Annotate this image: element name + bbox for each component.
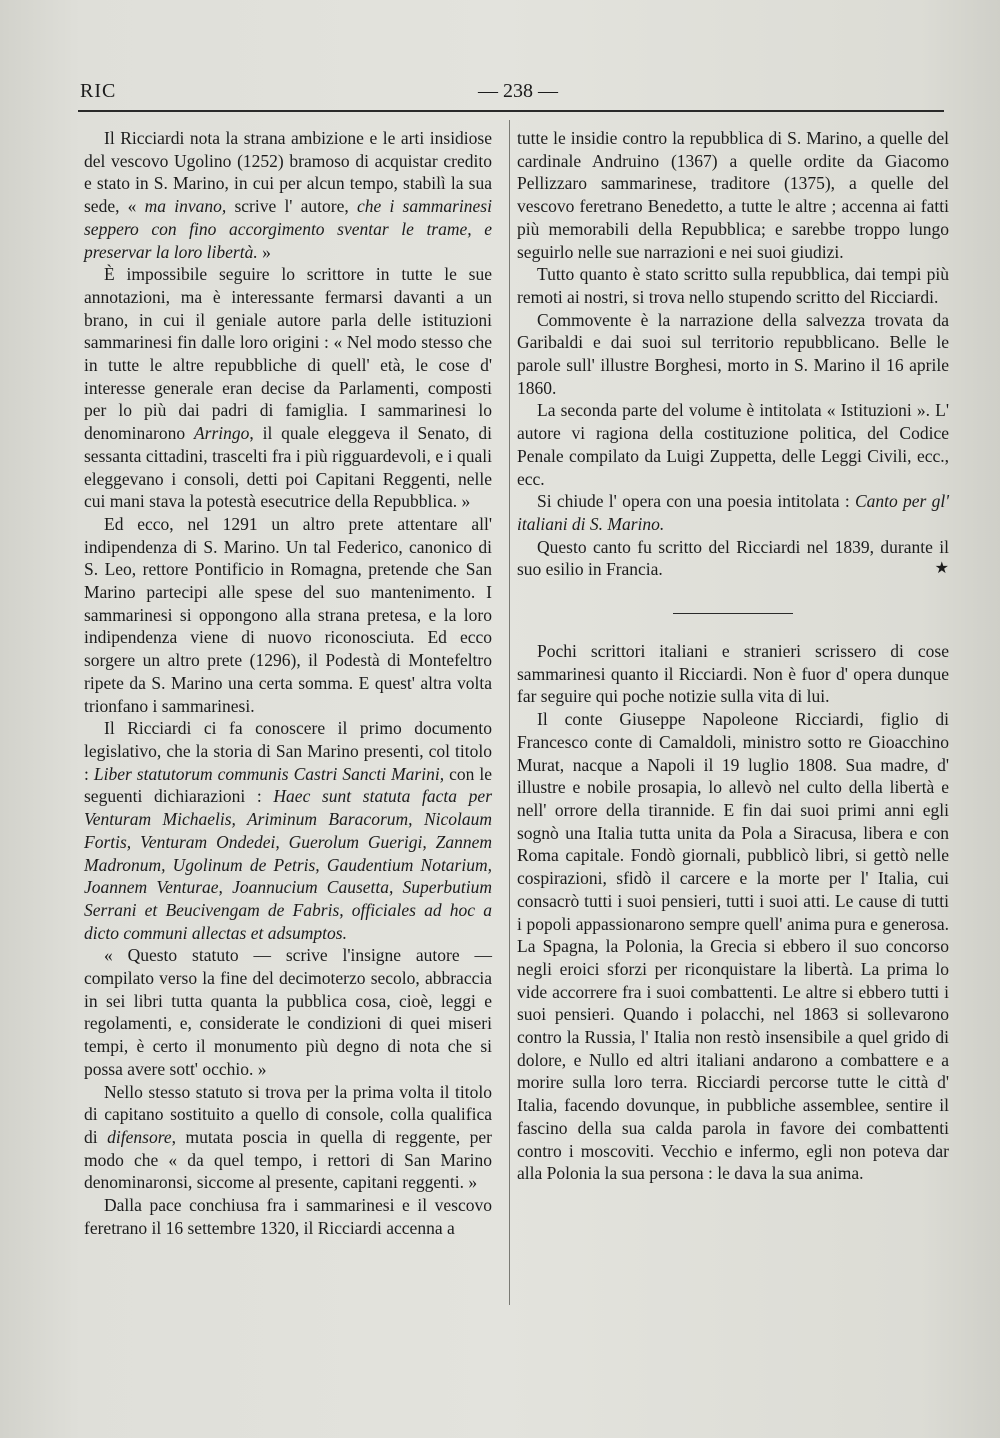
paragraph <box>84 717 492 944</box>
text: Il Ricciardi ci fa conoscere il primo documento legislativo, che la storia di San Marino presenti, col titolo : <box>84 718 492 784</box>
paragraph: Ed ecco, nel 1291 un altro prete attentare all' indipendenza di S. Marino. Un tal Federico, canonico di S. Leo, rettore Pontificio in Romagna, pretende che San Marino partecipi alle spese del suo mantenimento. I sammarinesi si oppongono alla strana pretesa, e la loro indipendenza viene di nuovo riconosciuta. Ed ecco sorgere un altro prete (1296), il Podestà di Montefeltro ripete da S. Marino una certa somma. E quest' altra volta trionfano i sammarinesi. <box>84 513 492 716</box>
text: È impossibile seguire lo scrittore in tutte le sue annotazioni, ma è interessante fermarsi davanti a un brano, in cui il geniale autore parla delle istituzioni sammarinesi fin dalle loro origini : « Nel modo stesso che in tutte le altre repubbliche di quell' età, le cose d' interesse generale eran decise da Parlamenti, composti per lo più dai padri di famiglia. I sammarinesi lo denominarono <box>84 264 492 444</box>
text: » <box>257 241 271 262</box>
running-head: RIC <box>80 80 117 102</box>
italic-text: ma invano, <box>144 196 227 217</box>
star-icon: ★ <box>934 560 949 578</box>
page-header <box>78 78 944 108</box>
paragraph: Tutto quanto è stato scritto sulla repubblica, dai tempi più remoti ai nostri, si trova nello stupendo scritto del Ricciardi. <box>517 264 949 307</box>
italic-text: Canto per gl' italiani di S. Marino. <box>517 491 949 534</box>
paragraph: Il conte Giuseppe Napoleone Ricciardi, figlio di Francesco conte di Camaldoli, ministro sotto re Gioacchino Murat, nacque a Napoli il 19 luglio 1808. Sua madre, d' illustre e nobile prosapia, lo allevò nel culto della libertà e nell' orrore della tirannide. E fin dai suoi primi anni egli sognò una Italia tutta unita da Pola a Siracusa, libera e con Roma capitale. Fondò giornali, pubblicò libri, si gettò nelle cospirazioni, sfidò il carcere e la morte per l' Italia, cui consacrò tutti i suoi pensieri, tutti i suoi atti. Le cause di tutti i popoli appassionarono sempre quell' anima pura e generosa. La Spagna, la Polonia, la Grecia si ebbero il suo concorso negli eroici sforzi per riconquistare la libertà. La prima lo vide accorrere fra i suoi combattenti. Le altre si ebbero tutti i suoi pensieri. Quando i polacchi, nel 1863 si sollevarono contro la Russia, l' Italia non restò insensibile a quel grido di dolore, e Nullo ed altri italiani andarono a combattere e a morire sulla loro terra. Ricciardi percorse tutte le città d' Italia, facendo dovunque, in pubbliche assemblee, sentire il fascino della sua calda parola in favore dei combattenti contro i moscoviti. Vecchio e infermo, egli non poteva dar alla Polonia la sua persona : le dava la sua anima. <box>517 709 949 1184</box>
text: con le seguenti dichiarazioni : <box>84 763 492 807</box>
paragraph: Commovente è la narrazione della salvezza trovata da Garibaldi e dai suoi sul territorio repubblicano. Belle le parole sull' illustre Borghesi, morto in S. Marino il 16 aprile 1860. <box>517 309 949 398</box>
text: Il Ricciardi nota la strana ambizione e le arti insidiose del vescovo Ugolino (1252) bramoso di acquistar credito e stato in S. Marino, in cui per alcun tempo, stabilì la sua sede, « <box>84 128 492 217</box>
paragraph: Pochi scrittori italiani e stranieri scrissero di cose sammarinesi quanto il Ricciardi. Non è fuor d' opera dunque far seguire qui poche notizie sulla vita di lui. <box>517 641 949 707</box>
paragraph <box>84 127 492 263</box>
text: Questo canto fu scritto del Ricciardi nel 1839, durante il suo esilio in Francia. <box>517 536 949 580</box>
right-column <box>517 127 949 1185</box>
text: , mutata poscia in quella di reggente, per modo che « da quel tempo, i rettori di San Marino denominaronsi, siccome al presente, capitani reggenti. » <box>84 1126 492 1193</box>
paragraph <box>517 536 949 581</box>
text: Si chiude l' opera con una poesia intitolata : <box>537 491 855 512</box>
italic-text: Liber statutorum communis Castri Sancti Marini, <box>93 763 445 784</box>
text: Nello stesso statuto si trova per la prima volta il titolo di capitano sostituito a quello di console, colla qualifica di <box>84 1081 492 1147</box>
italic-text: che i sammarinesi seppero con fino accorgimento sventar le trame, e preservar la loro libertà. <box>84 196 492 262</box>
paragraph <box>84 1081 492 1195</box>
italic-text: Arringo <box>193 423 250 444</box>
text: scrive l' autore, <box>226 196 357 217</box>
paragraph <box>517 490 949 535</box>
column-divider <box>509 120 510 1305</box>
paragraph <box>84 263 492 513</box>
section-separator <box>673 613 793 614</box>
paragraph: « Questo statuto — scrive l'insigne autore — compilato verso la fine del decimoterzo secolo, abbraccia in sei libri tutta quanta la pubblica cosa, cioè, leggi e regolamenti, e, considerate le condizioni di quei miseri tempi, è certo il monumento più degno di nota che si possa avere sott' occhio. » <box>84 945 492 1079</box>
header-rule <box>78 110 944 112</box>
italic-text: Haec sunt statuta facta per Venturam Michaelis, Ariminum Baracorum, Nicolaum Fortis, Venturam Ondedei, Guerolum Guerigi, Zannem Madronum, Ugolinum de Petris, Gaudentium Notarium, Joannem Venturae, Joannucium Causetta, Superbutium Serrani et Beucivengam de Fabris, officiales ad hoc a dicto communi allectas et adsumptos. <box>84 786 493 943</box>
paragraph: Dalla pace conchiusa fra i sammarinesi e il vescovo feretrano il 16 settembre 1320, il Ricciardi accenna a <box>84 1195 492 1238</box>
paragraph: tutte le insidie contro la repubblica di S. Marino, a quelle del cardinale Andruino (1367) a quelle ordite da Giacomo Pellizzaro sammarinese, traditore (1375), a quelle del vescovo feretrano Benedetto, a tutte le altre ; accenna ai fatti più memorabili della Repubblica; e sarebbe troppo lungo seguirlo nelle sue narrazioni e nei suoi giudizi. <box>517 128 949 262</box>
italic-text: difensore <box>107 1126 172 1147</box>
page-number: — 238 — <box>478 80 558 102</box>
text: , il quale eleggeva il Senato, di sessanta cittadini, trascelti fra i più rigguardevoli, e i quali eleggevano i consoli, detti poi Capitani Reggenti, nelle cui mani stava la potestà esecutrice della Repubblica. » <box>84 423 492 512</box>
paragraph: La seconda parte del volume è intitolata « Istituzioni ». L' autore vi ragiona della costituzione politica, del Codice Penale compilato da Luigi Zuppetta, delle Leggi Civili, ecc., ecc. <box>517 400 949 489</box>
left-column <box>84 127 492 1239</box>
